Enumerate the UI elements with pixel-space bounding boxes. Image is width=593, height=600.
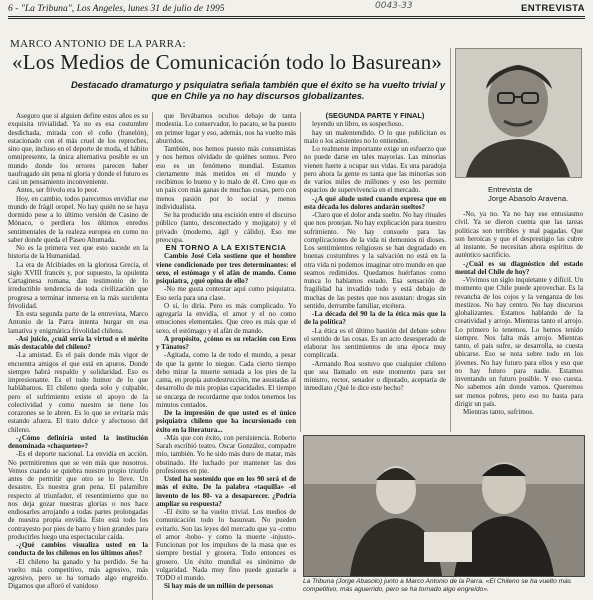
portrait-icon — [456, 49, 581, 177]
article-deck: Destacado dramaturgo y psiquiatra señala también que el éxito se ha vuelto trivial y que en Chile ya no hay discursos globalizantes. — [70, 79, 446, 101]
portrait-caption-line1: Entrevista de — [488, 185, 533, 194]
interview-photo-caption: La Tribuna (Jorge Abasolo) junto a Marco Antonio de la Parra. «El Chileno se ha vuelto más competitivo, más aguerrido, pero se ha tornado algo engreído». — [303, 578, 572, 593]
interview-question: -Así juicio, ¿cuál sería la virtud o el mérito más destacable del chileno? — [8, 334, 148, 351]
article-column-1 — [8, 112, 148, 600]
article-column-4 — [455, 210, 583, 432]
masthead-rule — [8, 16, 585, 17]
interview-question: -¿A qué alude usted cuando expresa que en esta década los dolores andarán sueltos? — [304, 194, 446, 211]
interview-question: -La década del 90 la de la ética más que la de la política? — [304, 310, 446, 327]
page-folio: 6 - "La Tribuna", Los Angeles, lunes 31 de julio de 1995 — [8, 3, 225, 14]
article-paragraph: -Más que con éxito, con persistencia. Roberto Sarah escribió teatro. Oscar González, compadre mío, también. Yo he sido más duro de matar, más obstinado. He luchado por mantener las dos profesiones en pie. — [156, 433, 296, 475]
article-paragraph: -Armando Roa sostuvo que cualquier chileno que sea llamado en este momento para ser ministro, rector, senador o diputado, aceptaría de inmediato ¿Qué le dice este hecho? — [304, 359, 446, 393]
column-divider — [300, 112, 301, 432]
article-paragraph: -Agitada, como la de todo el mundo, a pesar de que la gente lo niegue. Cada cierto tiempo debo mirar la muerte sentada a los pies de la cama, en propia autodestrucción, me asustadas al desarrollo de mis propias capacidades. El tiempo se encarga de recordarme que todos tenemos los minutos contados. — [156, 351, 296, 409]
article-paragraph: -El éxito se ha vuelto trivial. Los medios de comunicación todo lo basurean. No pueden evitarlo. Son las leyes del mercado que ya -como el amor -bobo- y como la muerte -injusto-. Funcionan por los impulsos de la masa que es siempre bestial y grosera. Todo entonces es grosero. Un éxito mundial es sinónimo de vulgaridad. Nada muy fino puede gustarle a TODO el mundo. — [156, 508, 296, 582]
article-paragraph: -La amistad. Es el país donde más vigor de encuentra amigos el que está en apuros. Donde siempre habrá respaldo y solidaridad. Eso es impresionante. Es el todo humor de lo que hablábamos. El chileno queda solo y culpable, pero el sufrimiento existe el apoyo de la colectividad y como nuestro se tiene los corazones se le abren. Es lo que se evitaría más estando afuera. El trato dulce y afectuoso del chileno. — [8, 351, 148, 434]
article-paragraph: Aseguro que si alguien define estos años es su exquisita trivialidad. Ya no es esa costumbre desdichada, mirada con el coño (franelón), estacionado con el más cruel de los reproches, sino que, incluso en el deporte de moda, el hábito omnipresente, la única alternativa posible es un mundo donde los errores parecen haber naufragado sin pena ni gloria y donde el futuro es casi un pensamiento inconveniente. — [8, 112, 148, 186]
interview-scene-icon — [304, 436, 584, 576]
article-paragraph: O sí, lo diría. Pero es más complicado. Yo agregaría la envidia, el amor y el no como emociones elementales. Que creo es más que el sexo, el estómago y el afán de mando. — [156, 301, 296, 335]
article-kicker: MARCO ANTONIO DE LA PARRA: — [10, 38, 186, 50]
article-paragraph: que llevábamos ocultos debajo de tanta modestia. Lo conservador, lo pacato, se ha puesto en primer lugar y eso, además, nos ha vuelto más aburridos. — [156, 112, 296, 145]
article-paragraph: -Vivimos un siglo inquietante y difícil. Un momento que Chile puede aprovechar. Es la revancha de los cojos y la venganza de los mestizos. No hay centro. No hay discursos globalizantes. Estamos hablando de la creatividad y arrojo. Mientras tanto el arrojo. Lo primero lo tenemos. Lo hemos tenido siempre. Nos falta más arrojo. Mientras tanto, el país sufre, se desarrolla, se cuesta ubicarse. Eso se nota sobre todo en los jóvenes. No hay futuro para ellos y eso que no hay futuro para nadie. Estamos inventando un futuro posible. Y eso cuesta. No sabemos aún donde vamos. Queremos ser menos pobres, pero eso no basta para dirigir un país. — [455, 276, 583, 408]
part-label: (SEGUNDA PARTE Y FINAL) — [325, 112, 425, 120]
interview-question: De la impresión de que usted es el único psiquiatra chileno que ha incursionado con éxito en la literatura... — [156, 409, 296, 434]
archive-handwritten-number: 0043-33 — [375, 1, 413, 11]
interview-question: A propósito, ¿cómo es su relación con Eros y Tánatos? — [156, 334, 296, 351]
interview-question: Si hay más de un millón de personas — [164, 582, 274, 591]
article-paragraph: -Es el deporte nacional. La envidia en acción. No permitiremos que se ven más que nosotros. Vemos cuando se quiebra nuestro propio triunfo antes de permitir que otro se lo lleve. Un desastre. Es nuestra gran pena. El palamibre respecto al triunfador, el resentimiento que no nos deja gozar nuestras glorias o nos hace endiosarles arrojando a todas partes prolongadas de nuestra propia envidia. Esto está todo los contrayesto por pies de barro y bien grandes para producirles luego una espectacular caída. — [8, 450, 148, 541]
interview-question: Cambio José Cela sostiene que el hombre viene condicionado por tres determinantes: el sexo, el estómago y el afán de mando. Como psiquiatra, ¿qué opina de ello? — [156, 252, 296, 285]
article-paragraph: Hoy, en cambio, todos parecemos envidiar ese mundo de frágil oropel. No hay quién no se haya dormido pese a lo último versión de Casino de Mónaco, o perdiera los últimos enredos sentimentales de la realeza europea en como no saber donde queda el Paseo Ahumada. — [8, 194, 148, 244]
interview-question: -¿Cómo definiría usted la institución denominada «chaqueteo»? — [8, 433, 148, 450]
interview-question: -¿Qué cambios visualiza usted en la conducta de los chilenos en los últimos años? — [8, 541, 148, 558]
article-column-2 — [156, 112, 296, 600]
article-paragraph: Antes, ser frívolo era lo peor. — [16, 186, 99, 195]
article-paragraph: No es la primera vez que esto sucede en la historia de la Humanidad. — [8, 244, 148, 261]
article-headline: «Los Medios de Comunicación todo lo Basurean» — [12, 50, 443, 74]
column-divider — [152, 112, 153, 600]
section-label: ENTREVISTA — [520, 3, 585, 14]
interview-question: -¿Cuál es su diagnóstico del estado mental del Chile de hoy? — [455, 259, 583, 276]
column-divider — [450, 48, 451, 432]
article-paragraph: Se ha producido una escisión entre el discurso público (tanto, desconectado y mojigato) y el privado (moderno, ágil y cálido). Eso me preocupa. — [156, 211, 296, 244]
article-paragraph: La era de Alcibíades en la gloriosa Grecia, el siglo XVIII francés y, por supuesto, la opulenta Cartaginesa romana, dan testimonio de lo irreductible tendencia de toda civilización que progresa a terminar inmersa en la más suculenta frivolidad. — [8, 260, 148, 310]
article-paragraph: -Claro que el dolor anda suelto. No hay rituales que nos protejan. No hay explicación para nuestro sufrimiento. No hay consuelo para las complicaciones de la vida ni demonios ni dioses. Los sentimientos religiosos se han degradado en buenas costumbres y la salvación no está en la otra vida ni podemos imaginar otro mundo en que seamos redimidos. Quedamos huérfanos como nunca lo habíamos estado. Esa sensación de fragilidad ha invadido todo y está debajo de muchas de las pestes que nos asustan: drogas sin sentido, derrumbe familiar, etcétera. — [304, 211, 446, 310]
masthead-rule-2 — [8, 18, 585, 19]
article-paragraph: En esta segunda parte de la entrevista, Marco Antonio de la Parra intenta hurgar en esa lamativa y enigmática frivolidad chilena. — [8, 310, 148, 335]
section-subhead: EN TORNO A LA EXISTENCIA — [165, 243, 287, 252]
article-paragraph: -No, ya no. Ya no hay ese entusiasmo cívil. Ya se dieron cuenta que las tareas políticas son terribles y mal pagadas. Que son heroicas y que el desprestigio las cubre al instante. Se necesitan ahora espíritus de auténtico sacrificio. — [455, 210, 583, 260]
article-paragraph: leyendo un libro, es sospechoso. — [312, 120, 404, 129]
portrait-caption-line2: Jorge Abasolo Aravena. — [488, 194, 569, 203]
interview-photo — [303, 435, 585, 577]
interviewer-portrait-photo — [455, 48, 582, 178]
article-paragraph: Mientras tanto, sufrimos. — [463, 408, 534, 416]
article-paragraph: -No me gusta contestar aquí como psiquiatra. Eso sería para una clase. — [156, 285, 296, 302]
portrait-caption — [488, 185, 583, 203]
interview-question: Usted ha sostenido que en los 90 será el de más el éxito. De la palabra «taquilla» -el invento de los 80- va a desaparecer. ¿Podría ampliar su respuesta? — [156, 475, 296, 508]
article-paragraph: También, nos hemos puesto más consumistas y nos hemos olvidado de quiénes somos. Pero eso es un fenómeno mundial. Estamos ciertamente más metidos en el mundo y recibimos lo bueno y lo malo de él. Creo que es un país con más ganas de muchas cosas, pero con menos pasión por lo social y menos individualista. — [156, 145, 296, 211]
article-paragraph: Lo realmente importante exige un esfuerzo que no puede darse en tales mayorías. Las minorías vienen fuerte a ocupar sus vidas. Es una paradoja pero ahora la gente es tanta que las minorías son de varios miles de millones y eso les permite espacios de supervivencia en el mercado. — [304, 145, 446, 195]
article-column-3 — [304, 112, 446, 432]
article-paragraph: -El chileno ha ganado y ha perdido. Se ha vuelto más competitivo, más agresivo, más agresivo, pero se ha tornado algo engreído. Digamos que afloró el vanidoso — [8, 557, 148, 591]
article-paragraph: hay un malentendido. O lo que publicitan es malo o los asistentes no lo entienden. — [304, 128, 446, 145]
article-paragraph: -La ética es el último bastión del debate sobre el sentido de las cosas. Es un acto desesperado de elaborar los sentimientos de una época muy complicada. — [304, 326, 446, 360]
